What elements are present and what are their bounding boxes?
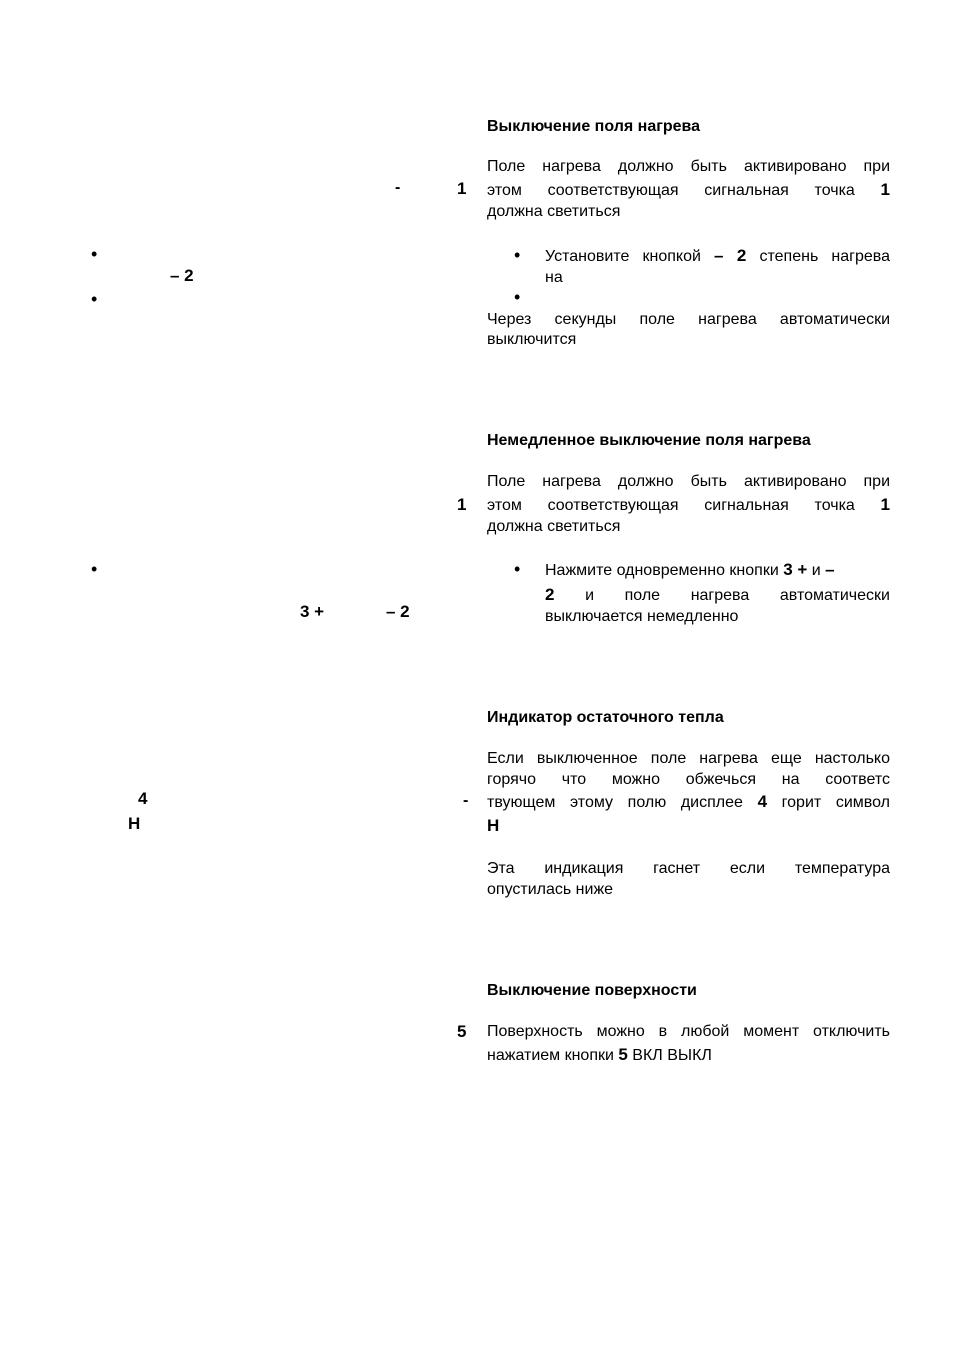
section-title-residual-heat: Индикатор остаточного тепла (487, 709, 724, 726)
paragraph-line: должна светиться (487, 518, 621, 535)
paragraph-line: Через секунды поле нагрева автоматически (487, 311, 890, 328)
paragraph-line: выключится (487, 331, 577, 348)
left-minus-2: – 2 (386, 602, 410, 621)
paragraph-line: Поверхность можно в любой момент отключить (487, 1023, 890, 1040)
left-marker-4: 4 (138, 789, 148, 808)
bullet: • (514, 559, 521, 579)
paragraph-line: опустилась ниже (487, 881, 614, 898)
left-symbol-h: H (128, 814, 141, 833)
paragraph-line: этом соответствующая сигнальная точка 1 (487, 180, 890, 199)
paragraph-line: горячо что можно обжечься на соответс (487, 771, 890, 788)
left-key-3-plus: 3 + (300, 602, 325, 621)
bullet-text: 2 и поле нагрева автоматически (545, 585, 890, 604)
paragraph-line: Если выключенное поле нагрева еще настолько (487, 750, 890, 767)
bullet-text: Нажмите одновременно кнопки 3 + и – (545, 560, 835, 579)
paragraph-line: этом соответствующая сигнальная точка 1 (487, 495, 890, 514)
paragraph-line: должна светиться (487, 203, 621, 220)
bullet: • (514, 245, 521, 265)
bullet-text: выключается немедленно (545, 608, 739, 625)
left-bullet: • (91, 244, 98, 264)
section-title-heating-off: Выключение поля нагрева (487, 118, 701, 135)
residual-heat-symbol: H (487, 816, 500, 835)
paragraph-line: Поле нагрева должно быть активировано при (487, 473, 890, 490)
paragraph-line: Поле нагрева должно быть активировано при (487, 158, 890, 175)
left-marker-1: 1 (457, 495, 467, 514)
left-bullet: • (91, 289, 98, 309)
left-bullet: • (91, 559, 98, 579)
bullet-text: на (545, 269, 563, 286)
section-title-surface-off: Выключение поверхности (487, 982, 697, 999)
paragraph-line: твующем этому полю дисплее 4 горит символ (487, 792, 890, 811)
bullet-text: Установите кнопкой – 2 степень нагрева (545, 246, 891, 265)
left-minus-2: – 2 (170, 266, 194, 285)
paragraph-line: нажатием кнопки 5 ВКЛ ВЫКЛ (487, 1045, 712, 1064)
left-marker-1: 1 (457, 179, 467, 198)
bullet: • (514, 287, 521, 307)
paragraph-line: Эта индикация гаснет если температура (487, 860, 890, 877)
section-title-immediate-off: Немедленное выключение поля нагрева (487, 432, 811, 449)
left-marker-5: 5 (457, 1022, 467, 1041)
left-minus-sign: - (463, 792, 469, 809)
left-minus-sign: - (395, 179, 401, 196)
